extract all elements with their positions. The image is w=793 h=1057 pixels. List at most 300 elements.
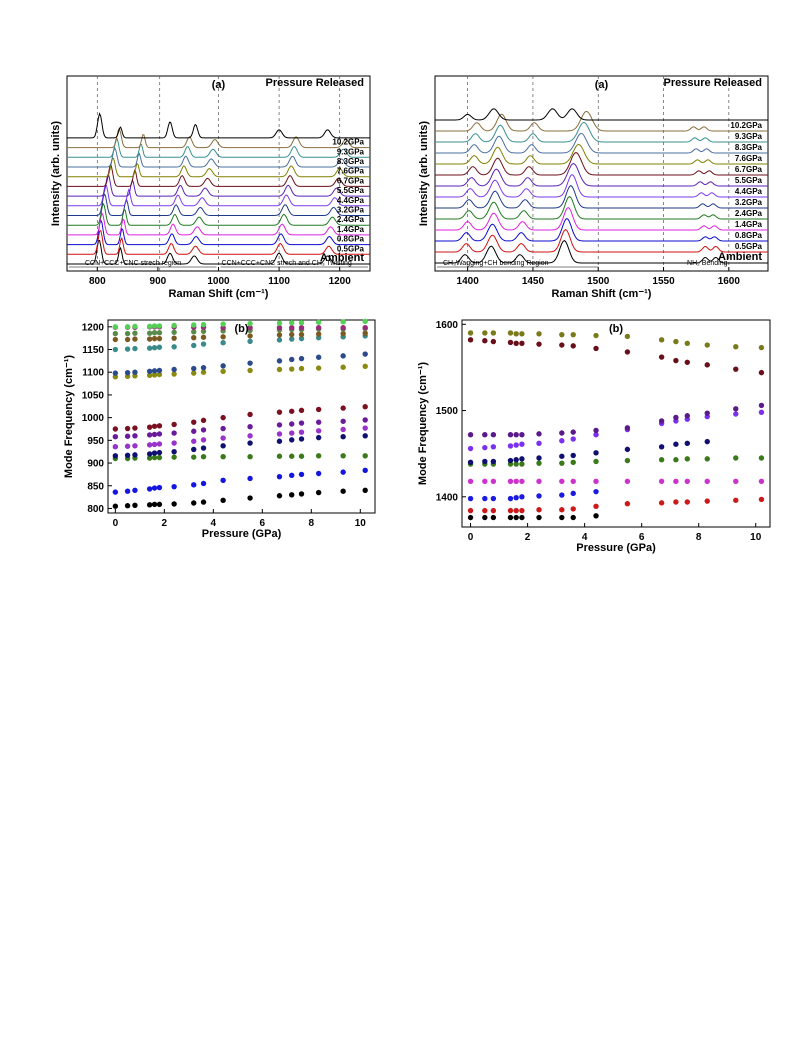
data-point bbox=[247, 440, 252, 445]
data-point bbox=[571, 479, 576, 484]
x-tick-label: 4 bbox=[210, 518, 217, 529]
data-point bbox=[147, 486, 152, 491]
data-point bbox=[673, 457, 678, 462]
data-point bbox=[625, 425, 630, 430]
data-point bbox=[147, 324, 152, 329]
region-annotation: NH₂ Bending bbox=[687, 260, 728, 267]
data-point bbox=[625, 501, 630, 506]
data-point bbox=[247, 476, 252, 481]
data-point bbox=[705, 362, 710, 367]
data-point bbox=[363, 325, 368, 330]
series-label: 10.2GPa bbox=[332, 137, 364, 147]
data-point bbox=[705, 456, 710, 461]
data-point bbox=[508, 330, 513, 335]
data-point bbox=[201, 322, 206, 327]
data-point bbox=[685, 479, 690, 484]
data-point bbox=[289, 454, 294, 459]
data-point bbox=[191, 447, 196, 452]
data-point bbox=[733, 455, 738, 460]
x-tick-label: 1100 bbox=[268, 276, 290, 287]
data-point bbox=[468, 330, 473, 335]
data-point bbox=[673, 339, 678, 344]
x-axis-label: Pressure (GPa) bbox=[576, 542, 656, 554]
data-point bbox=[125, 489, 130, 494]
region-annotation: CCN+CCC+CNC strech region bbox=[85, 260, 182, 267]
data-point bbox=[468, 460, 473, 465]
x-tick-label: 1000 bbox=[207, 276, 230, 287]
data-point bbox=[733, 411, 738, 416]
data-point bbox=[247, 495, 252, 500]
y-tick-label: 1150 bbox=[82, 345, 104, 357]
data-point bbox=[759, 345, 764, 350]
series-label: 9.3GPa bbox=[336, 147, 364, 157]
data-point bbox=[513, 331, 518, 336]
data-point bbox=[491, 508, 496, 513]
data-point bbox=[519, 494, 524, 499]
data-point bbox=[113, 337, 118, 342]
data-point bbox=[277, 422, 282, 427]
data-point bbox=[147, 442, 152, 447]
data-point bbox=[157, 323, 162, 328]
x-tick-label: 1200 bbox=[328, 276, 351, 287]
data-point bbox=[685, 456, 690, 461]
data-point bbox=[508, 458, 513, 463]
data-point bbox=[519, 508, 524, 513]
data-point bbox=[759, 455, 764, 460]
data-point bbox=[519, 341, 524, 346]
data-point bbox=[277, 337, 282, 342]
panel-label: (a) bbox=[211, 79, 226, 91]
data-point bbox=[733, 498, 738, 503]
data-point bbox=[363, 364, 368, 369]
y-tick-label: 1100 bbox=[82, 367, 104, 379]
y-tick-label: 1600 bbox=[435, 319, 458, 331]
data-point bbox=[289, 325, 294, 330]
data-point bbox=[733, 406, 738, 411]
panel-label: (b) bbox=[234, 323, 249, 335]
data-point bbox=[277, 454, 282, 459]
data-point bbox=[519, 515, 524, 520]
data-point bbox=[152, 442, 157, 447]
data-point bbox=[152, 485, 157, 490]
data-point bbox=[659, 337, 664, 342]
series-label: 0.8GPa bbox=[336, 234, 364, 244]
data-point bbox=[132, 370, 137, 375]
data-point bbox=[508, 340, 513, 345]
data-point bbox=[571, 429, 576, 434]
data-point bbox=[220, 321, 225, 326]
data-point bbox=[559, 515, 564, 520]
data-point bbox=[508, 508, 513, 513]
series-label: Ambient bbox=[320, 252, 364, 264]
data-point bbox=[468, 432, 473, 437]
data-point bbox=[220, 454, 225, 459]
data-point bbox=[191, 500, 196, 505]
data-point bbox=[299, 436, 304, 441]
y-tick-label: 1400 bbox=[435, 492, 458, 504]
data-point bbox=[289, 332, 294, 337]
data-point bbox=[482, 432, 487, 437]
data-point bbox=[125, 331, 130, 336]
data-point bbox=[673, 479, 678, 484]
x-tick-label: 1450 bbox=[521, 276, 545, 287]
data-point bbox=[508, 479, 513, 484]
data-point bbox=[132, 425, 137, 430]
data-point bbox=[733, 344, 738, 349]
mode-frequency-high-range-chart bbox=[400, 310, 793, 555]
data-point bbox=[247, 433, 252, 438]
data-point bbox=[191, 322, 196, 327]
series-label: 4.4GPa bbox=[734, 187, 762, 196]
data-point bbox=[147, 502, 152, 507]
data-point bbox=[220, 334, 225, 339]
data-point bbox=[125, 434, 130, 439]
series-label: 8.3GPa bbox=[734, 143, 762, 152]
data-point bbox=[277, 409, 282, 414]
data-point bbox=[125, 324, 130, 329]
data-point bbox=[482, 330, 487, 335]
mode-frequency-low-range-chart bbox=[0, 310, 400, 555]
data-point bbox=[289, 366, 294, 371]
data-point bbox=[363, 488, 368, 493]
data-point bbox=[593, 450, 598, 455]
data-point bbox=[513, 432, 518, 437]
data-point bbox=[201, 481, 206, 486]
data-point bbox=[340, 434, 345, 439]
series-label: 3.2GPa bbox=[734, 198, 762, 207]
x-tick-label: 2 bbox=[524, 532, 531, 543]
data-point bbox=[125, 503, 130, 508]
data-point bbox=[340, 453, 345, 458]
data-point bbox=[299, 356, 304, 361]
data-point bbox=[571, 343, 576, 348]
y-tick-label: 1000 bbox=[81, 413, 104, 425]
data-point bbox=[316, 428, 321, 433]
data-point bbox=[147, 345, 152, 350]
data-point bbox=[316, 320, 321, 325]
x-tick-label: 2 bbox=[161, 518, 168, 529]
data-point bbox=[593, 489, 598, 494]
series-label: Pressure Released bbox=[265, 77, 364, 89]
data-point bbox=[491, 479, 496, 484]
x-tick-label: 0 bbox=[467, 532, 474, 543]
data-point bbox=[519, 456, 524, 461]
data-point bbox=[625, 479, 630, 484]
data-point bbox=[593, 428, 598, 433]
data-point bbox=[125, 444, 130, 449]
data-point bbox=[593, 504, 598, 509]
panel-label: (a) bbox=[594, 79, 609, 91]
data-point bbox=[508, 432, 513, 437]
data-point bbox=[559, 342, 564, 347]
data-point bbox=[157, 455, 162, 460]
data-point bbox=[363, 468, 368, 473]
data-point bbox=[513, 457, 518, 462]
data-point bbox=[289, 430, 294, 435]
data-point bbox=[132, 503, 137, 508]
data-point bbox=[289, 320, 294, 325]
data-point bbox=[220, 443, 225, 448]
y-axis-label: Mode Frequency (cm⁻¹) bbox=[417, 361, 429, 486]
data-point bbox=[733, 479, 738, 484]
data-point bbox=[513, 479, 518, 484]
data-point bbox=[299, 325, 304, 330]
data-point bbox=[536, 441, 541, 446]
data-point bbox=[152, 432, 157, 437]
data-point bbox=[316, 490, 321, 495]
data-point bbox=[673, 415, 678, 420]
data-point bbox=[340, 489, 345, 494]
x-tick-label: 4 bbox=[581, 532, 588, 543]
data-point bbox=[299, 472, 304, 477]
data-point bbox=[571, 515, 576, 520]
data-point bbox=[277, 474, 282, 479]
data-point bbox=[277, 439, 282, 444]
data-point bbox=[289, 357, 294, 362]
data-point bbox=[201, 418, 206, 423]
data-point bbox=[685, 360, 690, 365]
data-point bbox=[125, 346, 130, 351]
data-point bbox=[113, 324, 118, 329]
data-point bbox=[277, 493, 282, 498]
data-point bbox=[220, 340, 225, 345]
series-label: 2.4GPa bbox=[336, 215, 364, 225]
data-point bbox=[125, 426, 130, 431]
raman-spectra-high-range-chart bbox=[400, 70, 793, 310]
data-point bbox=[363, 404, 368, 409]
data-point bbox=[363, 433, 368, 438]
data-point bbox=[519, 479, 524, 484]
data-point bbox=[559, 479, 564, 484]
data-point bbox=[482, 515, 487, 520]
data-point bbox=[519, 442, 524, 447]
series-label: 0.8GPa bbox=[734, 231, 762, 240]
data-point bbox=[152, 336, 157, 341]
data-point bbox=[157, 368, 162, 373]
data-point bbox=[132, 488, 137, 493]
data-point bbox=[113, 347, 118, 352]
x-tick-label: 6 bbox=[259, 518, 266, 529]
y-axis-label: Intensity (arb. units) bbox=[418, 120, 430, 227]
data-point bbox=[289, 437, 294, 442]
data-point bbox=[113, 434, 118, 439]
data-point bbox=[201, 437, 206, 442]
data-point bbox=[220, 369, 225, 374]
y-tick-label: 1500 bbox=[435, 406, 458, 418]
data-point bbox=[299, 366, 304, 371]
data-point bbox=[299, 420, 304, 425]
data-point bbox=[705, 498, 710, 503]
data-point bbox=[299, 454, 304, 459]
data-point bbox=[132, 336, 137, 341]
x-tick-label: 1500 bbox=[587, 276, 610, 287]
data-point bbox=[247, 412, 252, 417]
data-point bbox=[152, 323, 157, 328]
data-point bbox=[673, 442, 678, 447]
data-point bbox=[147, 424, 152, 429]
data-point bbox=[508, 515, 513, 520]
data-point bbox=[513, 495, 518, 500]
series-label: 10.2GPa bbox=[730, 121, 762, 130]
data-point bbox=[171, 367, 176, 372]
data-point bbox=[113, 489, 118, 494]
x-tick-label: 0 bbox=[112, 518, 119, 529]
data-point bbox=[705, 479, 710, 484]
data-point bbox=[468, 496, 473, 501]
data-point bbox=[759, 403, 764, 408]
data-point bbox=[340, 419, 345, 424]
data-point bbox=[220, 426, 225, 431]
data-point bbox=[125, 337, 130, 342]
data-point bbox=[247, 360, 252, 365]
x-tick-label: 800 bbox=[88, 276, 106, 287]
data-point bbox=[519, 331, 524, 336]
data-point bbox=[491, 459, 496, 464]
data-point bbox=[157, 336, 162, 341]
data-point bbox=[201, 335, 206, 340]
data-point bbox=[299, 320, 304, 325]
plot-frame bbox=[462, 320, 770, 527]
data-point bbox=[157, 450, 162, 455]
data-point bbox=[201, 499, 206, 504]
data-point bbox=[491, 432, 496, 437]
data-point bbox=[191, 454, 196, 459]
x-tick-label: 8 bbox=[695, 532, 702, 543]
data-point bbox=[593, 333, 598, 338]
data-point bbox=[220, 478, 225, 483]
data-point bbox=[113, 453, 118, 458]
y-axis-label: Mode Frequency (cm⁻¹) bbox=[63, 354, 75, 479]
data-point bbox=[201, 454, 206, 459]
raman-spectra-low-range-chart bbox=[0, 70, 400, 310]
data-point bbox=[299, 429, 304, 434]
data-point bbox=[132, 443, 137, 448]
data-point bbox=[363, 425, 368, 430]
series-label: 1.4GPa bbox=[336, 224, 364, 234]
series-label: 1.4GPa bbox=[734, 220, 762, 229]
data-point bbox=[705, 342, 710, 347]
data-point bbox=[147, 336, 152, 341]
data-point bbox=[157, 502, 162, 507]
y-tick-label: 950 bbox=[87, 435, 104, 447]
data-point bbox=[113, 426, 118, 431]
x-axis-label: Raman Shift (cm⁻¹) bbox=[551, 288, 652, 300]
data-point bbox=[289, 409, 294, 414]
panel-label: (b) bbox=[608, 323, 624, 335]
series-label: 2.4GPa bbox=[734, 209, 762, 218]
data-point bbox=[171, 323, 176, 328]
x-tick-label: 10 bbox=[750, 532, 762, 543]
data-point bbox=[157, 423, 162, 428]
data-point bbox=[491, 330, 496, 335]
x-tick-label: 1600 bbox=[717, 276, 740, 287]
data-point bbox=[201, 445, 206, 450]
data-point bbox=[468, 337, 473, 342]
data-point bbox=[363, 453, 368, 458]
data-point bbox=[482, 479, 487, 484]
data-point bbox=[659, 500, 664, 505]
plot-area bbox=[50, 76, 370, 300]
data-point bbox=[673, 499, 678, 504]
data-point bbox=[571, 436, 576, 441]
data-point bbox=[482, 508, 487, 513]
data-point bbox=[673, 358, 678, 363]
x-tick-label: 1400 bbox=[456, 276, 479, 287]
data-point bbox=[705, 410, 710, 415]
data-point bbox=[147, 369, 152, 374]
plot-area bbox=[63, 319, 375, 540]
data-point bbox=[247, 368, 252, 373]
data-point bbox=[147, 330, 152, 335]
data-point bbox=[316, 355, 321, 360]
data-point bbox=[659, 354, 664, 359]
data-point bbox=[513, 508, 518, 513]
data-point bbox=[625, 458, 630, 463]
x-tick-label: 10 bbox=[354, 518, 366, 529]
data-point bbox=[132, 433, 137, 438]
x-tick-label: 900 bbox=[149, 276, 167, 287]
data-point bbox=[491, 496, 496, 501]
data-point bbox=[559, 460, 564, 465]
data-point bbox=[593, 479, 598, 484]
data-point bbox=[468, 508, 473, 513]
data-point bbox=[247, 339, 252, 344]
data-point bbox=[289, 492, 294, 497]
data-point bbox=[468, 479, 473, 484]
data-point bbox=[157, 431, 162, 436]
data-point bbox=[571, 491, 576, 496]
series-label: Ambient bbox=[718, 251, 762, 263]
series-label: 4.4GPa bbox=[336, 195, 364, 205]
data-point bbox=[247, 454, 252, 459]
data-point bbox=[536, 515, 541, 520]
data-point bbox=[191, 482, 196, 487]
data-point bbox=[147, 432, 152, 437]
data-point bbox=[277, 431, 282, 436]
y-tick-label: 900 bbox=[87, 458, 104, 470]
series-label: 0.5GPa bbox=[734, 242, 762, 251]
data-point bbox=[152, 424, 157, 429]
data-point bbox=[125, 370, 130, 375]
region-annotation: CCN+CCC+CNC strech and CH₃ Twisting bbox=[221, 260, 352, 267]
data-point bbox=[132, 452, 137, 457]
series-label: 6.7GPa bbox=[336, 176, 364, 186]
data-point bbox=[277, 367, 282, 372]
data-point bbox=[316, 419, 321, 424]
data-point bbox=[536, 431, 541, 436]
data-point bbox=[152, 345, 157, 350]
data-point bbox=[482, 338, 487, 343]
data-point bbox=[519, 432, 524, 437]
data-point bbox=[571, 332, 576, 337]
data-point bbox=[340, 405, 345, 410]
data-point bbox=[220, 415, 225, 420]
y-tick-label: 1200 bbox=[81, 322, 104, 334]
series-label: 5.5GPa bbox=[336, 186, 364, 196]
data-point bbox=[152, 450, 157, 455]
data-point bbox=[201, 427, 206, 432]
data-point bbox=[299, 332, 304, 337]
data-point bbox=[171, 484, 176, 489]
series-label: 7.6GPa bbox=[336, 166, 364, 176]
plot-area bbox=[417, 320, 770, 554]
data-point bbox=[277, 320, 282, 325]
data-point bbox=[363, 351, 368, 356]
data-point bbox=[316, 331, 321, 336]
data-point bbox=[513, 341, 518, 346]
spectrum-line bbox=[435, 109, 768, 120]
data-point bbox=[171, 422, 176, 427]
